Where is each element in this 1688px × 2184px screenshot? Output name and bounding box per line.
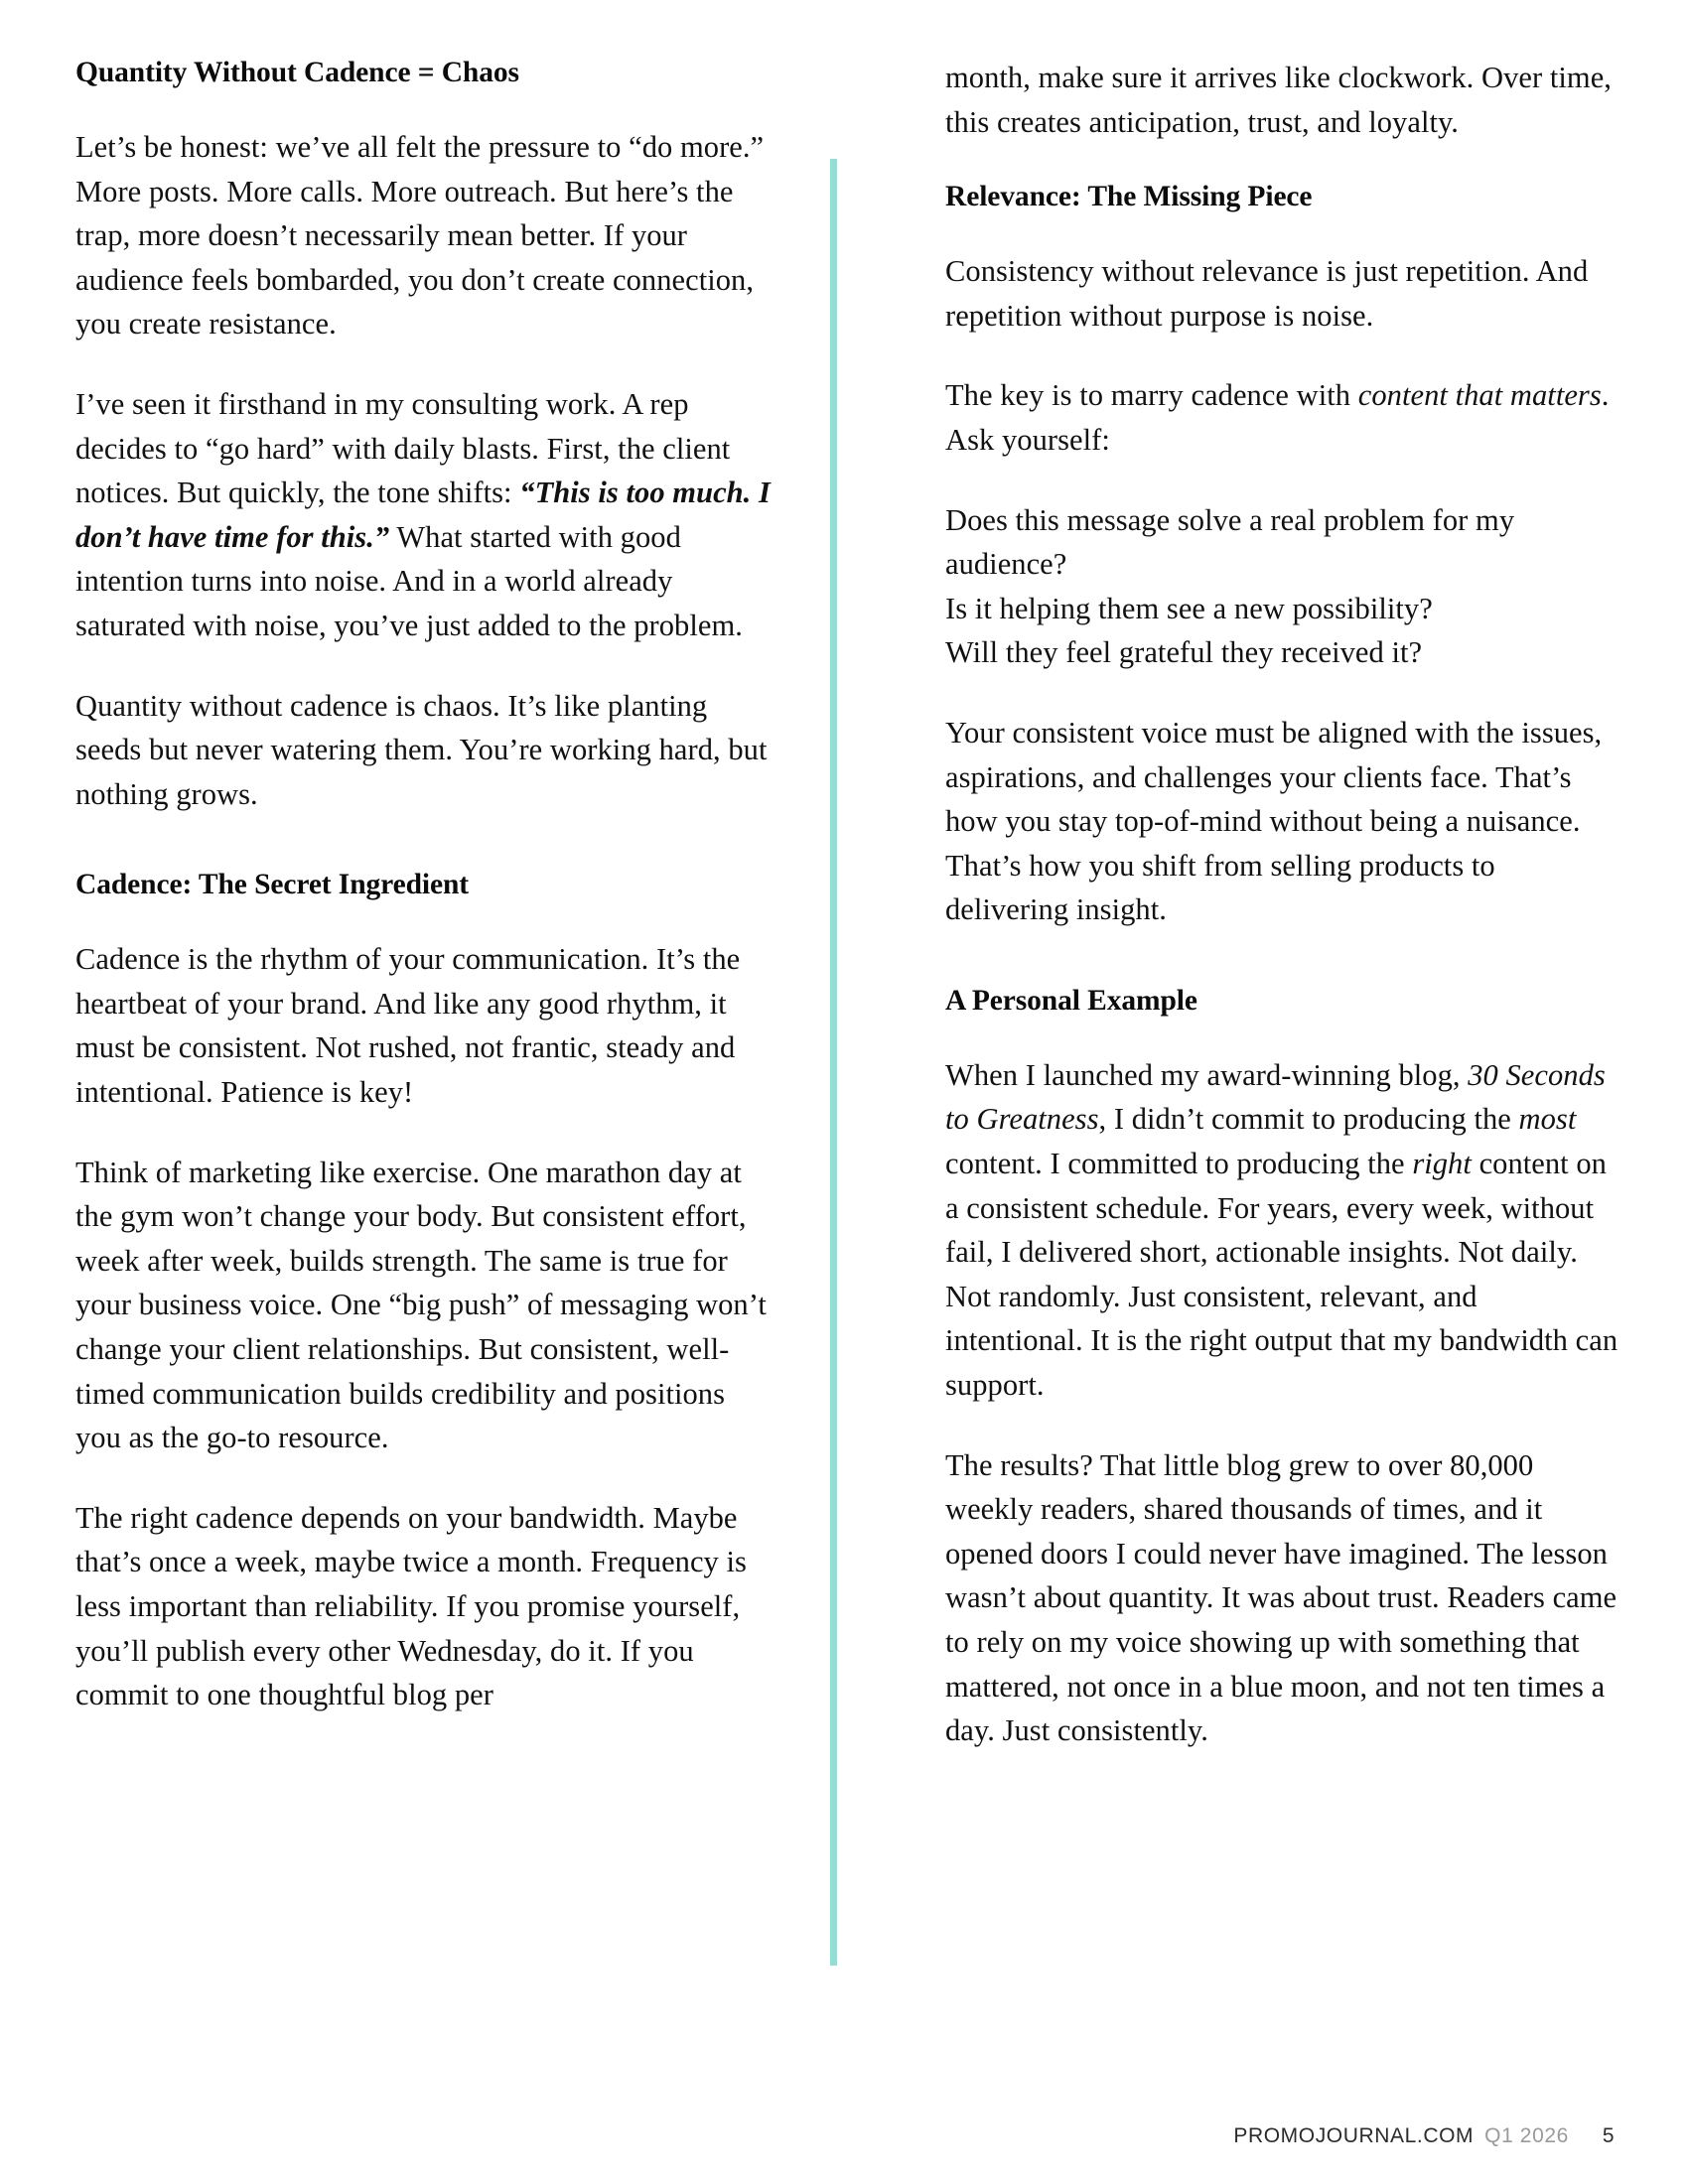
paragraph-marry-cadence-with-content <box>945 373 1618 462</box>
right-column <box>894 0 1688 1753</box>
paragraph-personal-blog-part4: content on a consistent schedule. For years, every week, without fail, I delivered short, actionable insights. Not daily. Not randomly. Just consistent, relevant, and intentional. It is the right output that my bandwidth can support. <box>945 1147 1618 1403</box>
question-new-possibility: Is it helping them see a new possibility? <box>945 591 1433 625</box>
paragraph-consulting-anecdote <box>75 382 771 648</box>
page-footer <box>1233 2124 1615 2148</box>
section-heading-quantity-without-cadence: Quantity Without Cadence = Chaos <box>75 57 519 88</box>
question-feel-grateful: Will they feel grateful they received it? <box>945 635 1423 670</box>
paragraph-right-cadence-bandwidth: The right cadence depends on your bandwidth. Maybe that’s once a week, maybe twice a month. Frequency is less important than reliability. If you promise yourself, you’ll publish every other Wednesday, do it. If you commit to one thoughtful blog per <box>75 1500 747 1712</box>
paragraph-consistent-voice-aligned: Your consistent voice must be aligned with the issues, aspirations, and challenges your clients face. That’s how you stay top-of-mind without being a nuisance. That’s how you shift from selling products to delivering insight. <box>945 715 1603 927</box>
paragraph-consistency-without-relevance: Consistency without relevance is just repetition. And repetition without purpose is noise. <box>945 254 1589 333</box>
paragraph-cadence-is-rhythm: Cadence is the rhythm of your communication. It’s the heartbeat of your brand. And like any good rhythm, it must be consistent. Not rushed, not frantic, steady and intentional. Patience is key! <box>75 942 741 1110</box>
quote-this-is-too-much: “This is too much. I don’t have time for this.” <box>75 476 771 554</box>
section-heading-relevance-missing-piece: Relevance: The Missing Piece <box>945 181 1313 213</box>
paragraph-consulting-anecdote-part1: I’ve seen it firsthand in my consulting work. A rep decides to “go hard” with daily blasts. First, the client notices. But quickly, the tone shifts: <box>75 386 731 510</box>
paragraph-marry-cadence-part1: The key is to marry cadence with <box>945 378 1358 413</box>
footer-page-number: 5 <box>1602 2124 1615 2147</box>
section-heading-a-personal-example: A Personal Example <box>945 984 1197 1017</box>
emphasis-blog-title: 30 Seconds to Greatness <box>945 1057 1606 1137</box>
paragraph-pressure-to-do-more: Let’s be honest: we’ve all felt the pressure to “do more.” More posts. More calls. More outreach. But here’s the trap, more doesn’t necessarily mean better. If your audience feels bombarded, you don’t create connection, you create resistance. <box>75 129 765 341</box>
left-column <box>0 0 794 1717</box>
paragraph-clockwork-continued: month, make sure it arrives like clockwork. Over time, this creates anticipation, trust, and loyalty. <box>945 61 1612 139</box>
column-divider-wrap <box>794 0 894 2075</box>
paragraph-personal-blog-part2: , I didn’t commit to producing the <box>1098 1102 1519 1137</box>
paragraph-ask-yourself-questions <box>945 498 1618 675</box>
column-divider-rule <box>830 159 837 1966</box>
emphasis-most: most <box>1518 1102 1577 1137</box>
question-solve-real-problem: Does this message solve a real problem for my audience? <box>945 502 1515 582</box>
paragraph-personal-blog-story <box>945 1053 1618 1408</box>
paragraph-personal-blog-part1: When I launched my award-winning blog, <box>945 1057 1469 1092</box>
emphasis-right: right <box>1412 1147 1472 1181</box>
paragraph-planting-seeds: Quantity without cadence is chaos. It’s like planting seeds but never watering them. You’re working hard, but nothing grows. <box>75 688 768 811</box>
paragraph-marry-cadence-part2: . Ask yourself: <box>945 378 1610 457</box>
paragraph-marketing-like-exercise: Think of marketing like exercise. One marathon day at the gym won’t change your body. But consistent effort, week after week, builds strength. The same is true for your business voice. One “big push” of messaging won’t change your client relationships. But consistent, well-timed communication builds credibility and positions you as the go-to resource. <box>75 1155 767 1455</box>
emphasis-content-that-matters: content that matters <box>1357 378 1602 413</box>
paragraph-personal-blog-part3: content. I committed to producing the <box>945 1147 1413 1181</box>
paragraph-consulting-anecdote-part2: What started with good intention turns into noise. And in a world already saturated with noise, you’ve just added to the problem. <box>75 519 743 642</box>
paragraph-results-80000-readers: The results? That little blog grew to over 80,000 weekly readers, shared thousands of times, and it opened doors I could never have imagined. The lesson wasn’t about quantity. It was about trust. Readers came to rely on my voice showing up with something that mattered, not once in a blue moon, and not ten times a day. Just consistently. <box>945 1447 1618 1748</box>
footer-site-name: PROMOJOURNAL.COM <box>1233 2124 1475 2147</box>
section-heading-cadence-secret-ingredient: Cadence: The Secret Ingredient <box>75 869 470 901</box>
footer-issue-date: Q1 2026 <box>1484 2124 1569 2147</box>
